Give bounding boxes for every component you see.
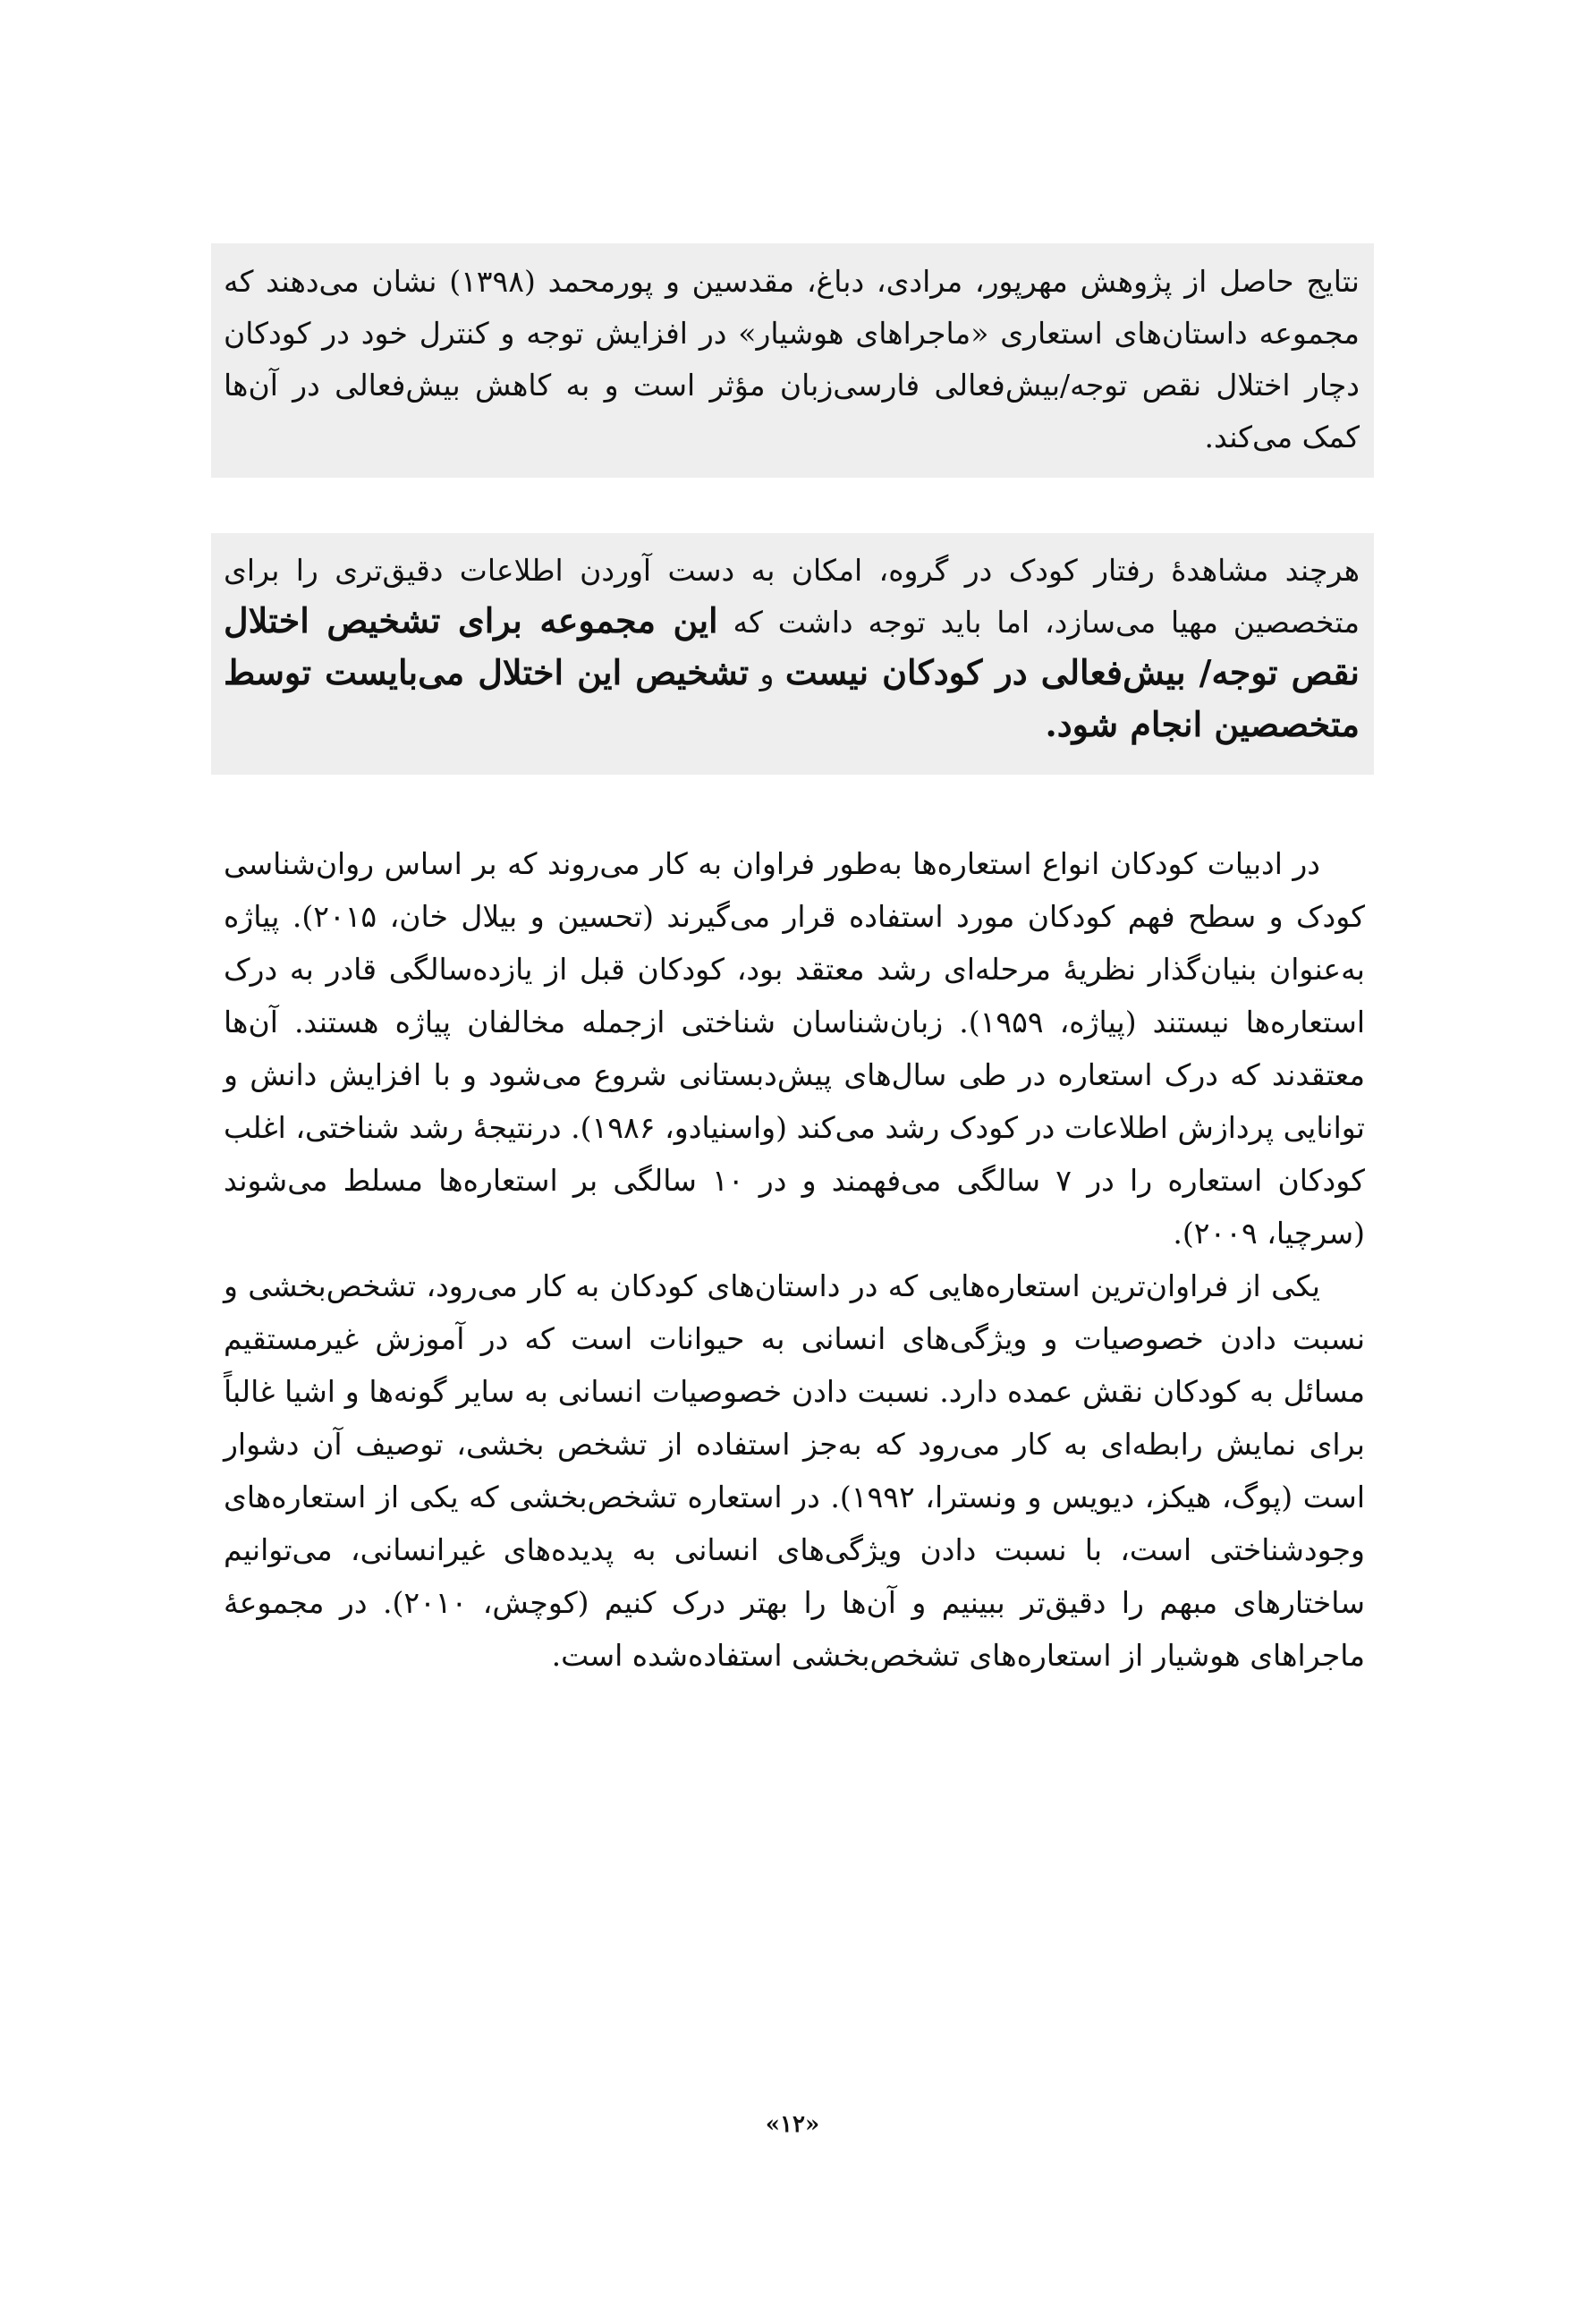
body-text bbox=[224, 837, 1365, 1682]
page-number: «۱۲» bbox=[765, 2111, 820, 2138]
disclaimer-intro: هرچند مشاهدهٔ رفتار کودک در گروه، امکان به دست آوردن اطلاعات دقیق‌تری را برای متخصصین مهیا می‌سازد، اما باید توجه داشت که bbox=[224, 553, 1360, 640]
disclaimer-connector: و bbox=[749, 657, 785, 691]
paragraph-metaphors-in-children-literature: در ادبیات کودکان انواع استعاره‌ها به‌طور فراوان به کار می‌روند که بر اساس روان‌شناسی کودک و سطح فهم کودکان مورد استفاده قرار می‌گیرند (تحسین و بیلال خان، ۲۰۱۵). پیاژه به‌عنوان بنیان‌گذار نظریهٔ مرحله‌ای رشد معتقد بود، کودکان قبل از یازده‌سالگی قادر به درک استعاره‌ها نیستند (پیاژه، ۱۹۵۹). زبان‌شناسان شناختی ازجمله مخالفان پیاژه هستند. آن‌ها معتقدند که درک استعاره در طی سال‌های پیش‌دبستانی شروع می‌شود و با افزایش دانش و توانایی پردازش اطلاعات در کودک رشد می‌کند (واسنیادو، ۱۹۸۶). درنتیجهٔ رشد شناختی، اغلب کودکان استعاره را در ۷ سالگی می‌فهمند و در ۱۰ سالگی بر استعاره‌ها مسلط می‌شوند (سرچیا، ۲۰۰۹). bbox=[224, 846, 1366, 1251]
disclaimer-text bbox=[224, 546, 1360, 751]
results-summary-text: نتایج حاصل از پژوهش مهرپور، مرادی، دباغ، مقدسین و پورمحمد (۱۳۹۸) نشان می‌دهند که مجموعه داستان‌های استعاری «ماجراهای هوشیار» در افزایش توجه و کنترل خود در کودکان دچار اختلال نقص توجه/بیش‌فعالی فارسی‌زبان مؤثر است و به کاهش بیش‌فعالی در آن‌ها کمک می‌کند. bbox=[224, 264, 1360, 454]
disclaimer-bold-not-diagnostic: این مجموعه برای تشخیص اختلال نقص توجه/ بیش‌فعالی در کودکان نیست bbox=[224, 600, 1360, 692]
highlight-box-disclaimer bbox=[211, 533, 1374, 775]
disclaimer-bold-specialist: تشخیص این اختلال می‌بایست توسط متخصصین انجام شود. bbox=[224, 652, 1360, 744]
paragraph-personification: یکی از فراوان‌ترین استعاره‌هایی که در داستان‌های کودکان به کار می‌رود، تشخص‌بخشی و نسبت دادن خصوصیات و ویژگی‌های انسانی به حیوانات است که در آموزش غیرمستقیم مسائل به کودکان نقش عمده دارد. نسبت دادن خصوصیات انسانی به سایر گونه‌ها و اشیا غالباً برای نمایش رابطه‌ای به کار می‌رود که به‌جز استفاده از تشخص بخشی، توصیف آن دشوار است (پوگ، هیکز، دیویس و ونسترا، ۱۹۹۲). در استعاره تشخص‌بخشی که یکی از استعاره‌های وجودشناختی است، با نسبت دادن ویژگی‌های انسانی به پدیده‌های غیرانسانی، می‌توانیم ساختارهای مبهم را دقیق‌تر ببینیم و آن‌ها را بهتر درک کنیم (کوچش، ۲۰۱۰). در مجموعهٔ ماجراهای هوشیار از استعاره‌های تشخص‌بخشی استفاده‌شده است. bbox=[224, 1268, 1365, 1673]
highlight-box-results bbox=[211, 243, 1374, 478]
